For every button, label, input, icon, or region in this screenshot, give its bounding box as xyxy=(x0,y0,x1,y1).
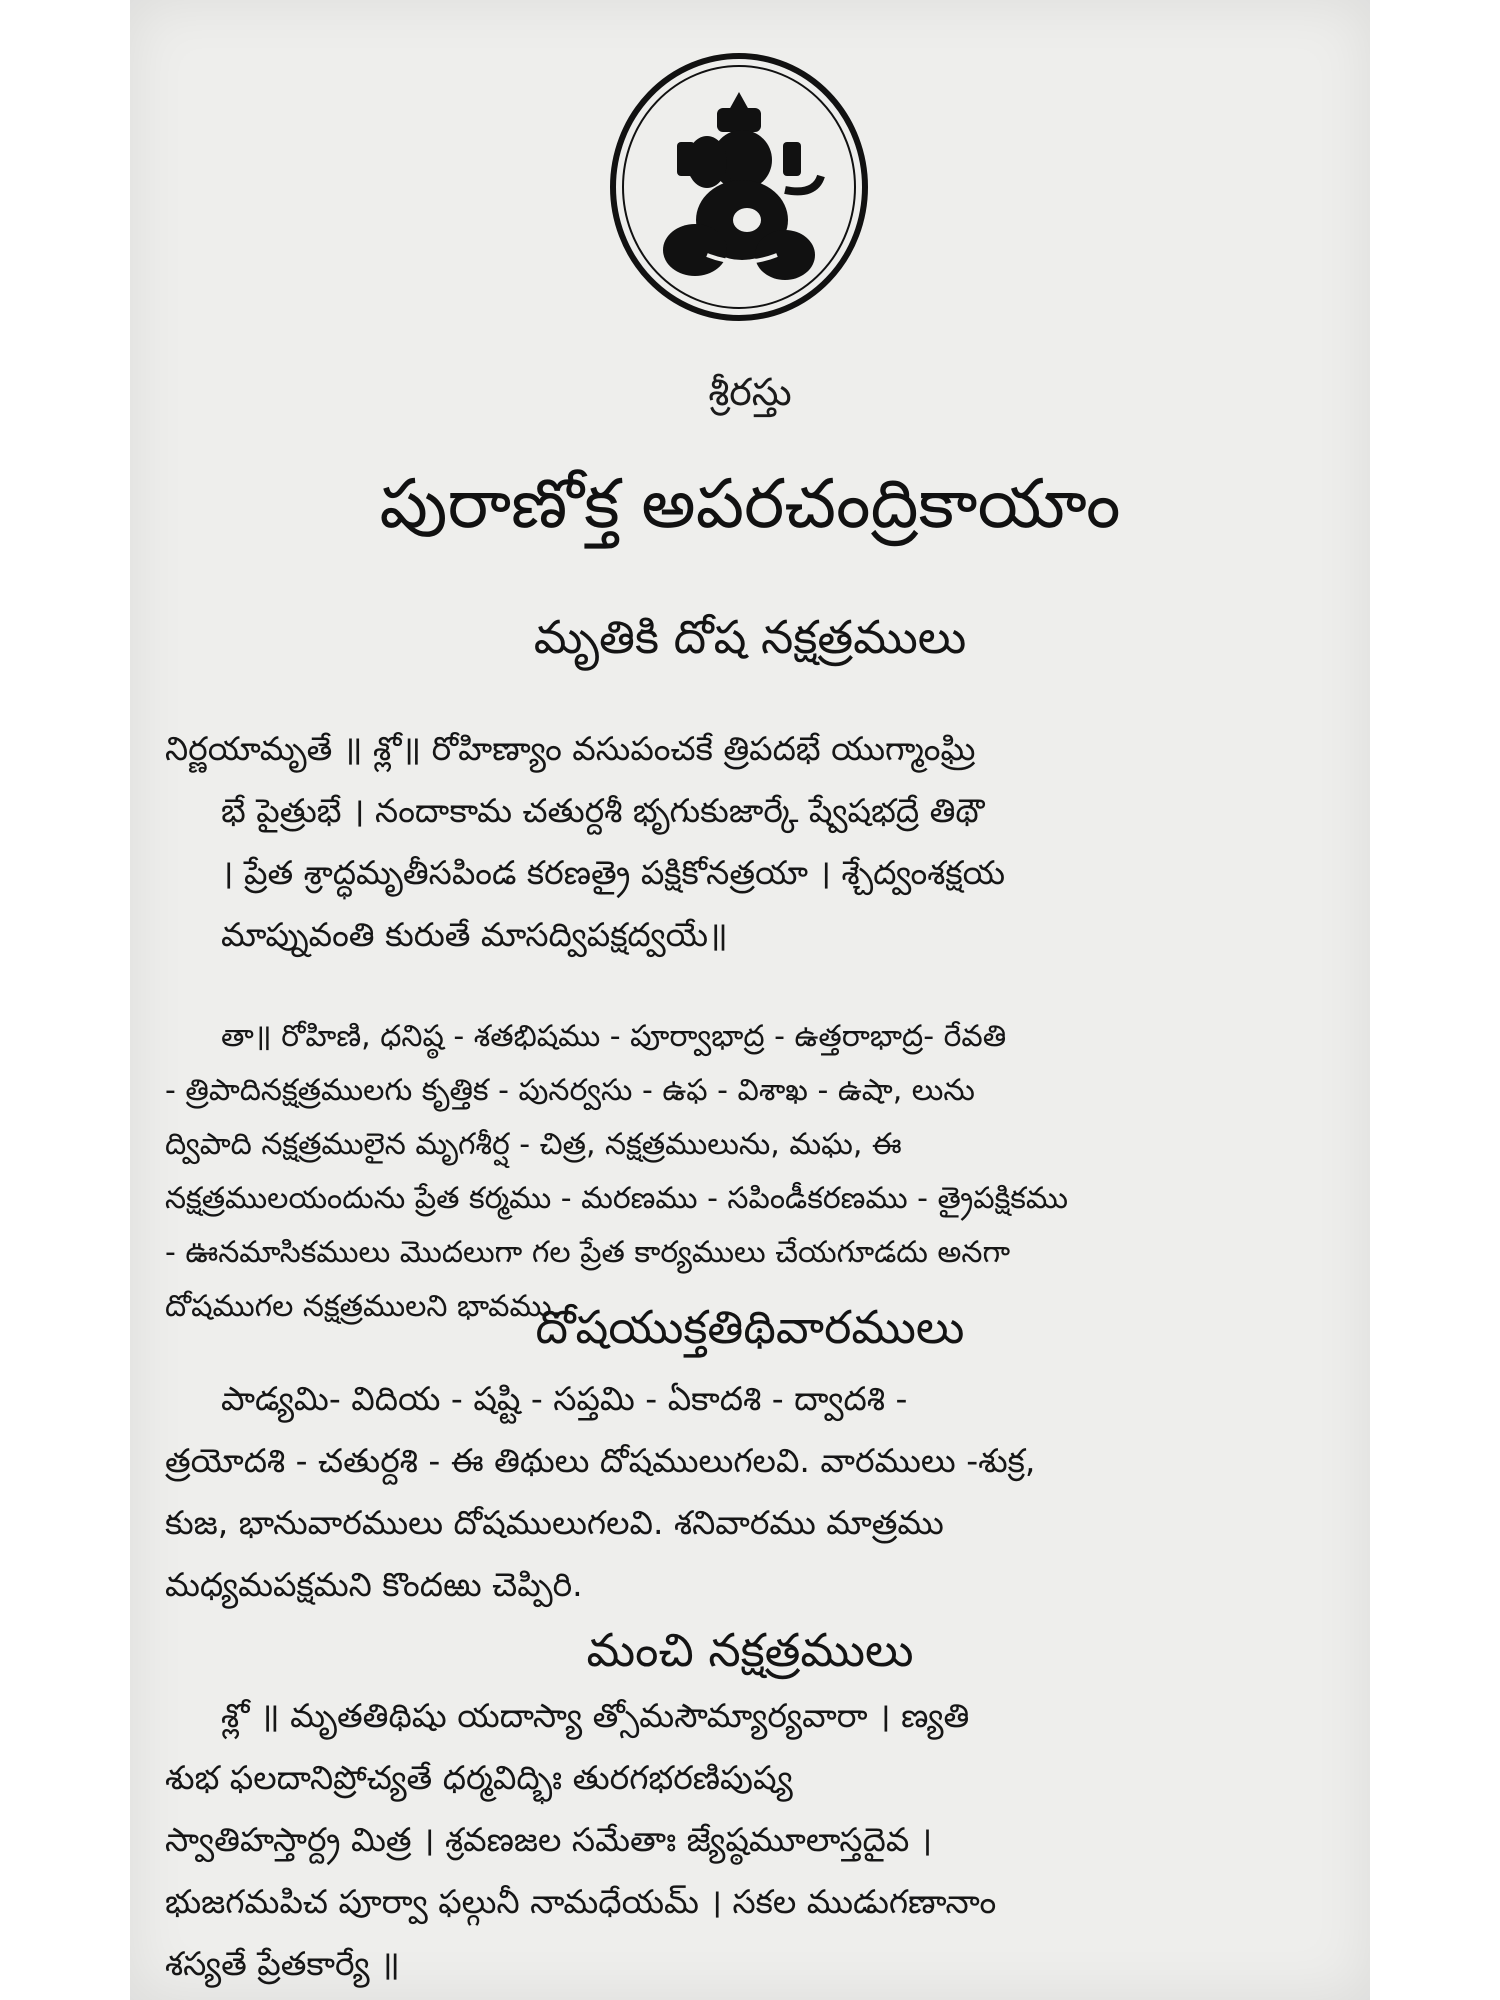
paragraph-line: మధ్యమపక్షమని కొందఱు చెప్పిరి. xyxy=(165,1565,583,1604)
sloka-line: భుజగమపిచ పూర్వా ఫల్గునీ నామధేయమ్ । సకల ముడుగణానాం xyxy=(165,1882,997,1921)
days-paragraph xyxy=(165,1368,1335,1616)
meaning-line: తా॥ రోహిణి, ధనిష్ఠ - శతభిషము - పూర్వాభాద్ర - ఉత్తరాభాద్ర- రేవతి xyxy=(221,1019,1007,1054)
sloka-line: భే పైత్రుభే । నందాకామ చతుర్దశీ భృగుకుజార్కే ష్వేషభద్రే తిథౌ xyxy=(221,791,985,830)
sloka-block xyxy=(165,718,1335,966)
ganesha-emblem-icon xyxy=(607,50,872,325)
meaning-line: దోషముగల నక్షత్రములని భావము. xyxy=(165,1289,562,1324)
sloka-line: । ప్రేత శ్రాద్ధమృతీసపిండ కరణత్రై పక్షికోనత్రయా । శ్చేద్వంశక్షయ xyxy=(221,853,1006,892)
sloka-line: శ్లో ॥ మృతతిథిషు యదాస్యా త్సోమసౌమ్యార్యవారా । ణ్యతి xyxy=(221,1696,970,1735)
sloka-line: శుభ ఫలదానిప్రోచ్యతే ధర్మవిద్భిః తురగభరణిపుష్య xyxy=(165,1758,793,1797)
section-heading-inauspicious-stars: మృతికి దోష నక్షత్రములు xyxy=(533,610,967,664)
blessing-text: శ్రీరస్తు xyxy=(708,370,792,414)
paragraph-line: త్రయోదశి - చతుర్దశి - ఈ తిథులు దోషములుగలవి. వారములు -శుక్ర, xyxy=(165,1441,1036,1480)
meaning-line: నక్షత్రములయందును ప్రేత కర్మము - మరణము - సపిండీకరణము - త్రైపక్షికము xyxy=(165,1181,1069,1216)
section-heading-inauspicious-days: దోషయుక్తతిథివారములు xyxy=(535,1300,965,1354)
auspicious-sloka xyxy=(165,1685,1335,1995)
paragraph-line: పాడ్యమి- విదియ - షష్టి - సప్తమి - ఏకాదశి - ద్వాదశి - xyxy=(221,1379,908,1418)
document-page xyxy=(130,0,1370,2000)
sloka-line: మాప్నువంతి కురుతే మాసద్విపక్షద్వయే॥ xyxy=(221,915,728,954)
page-title: పురాణోక్త అపరచంద్రికాయాం xyxy=(379,465,1121,544)
meaning-line: - ఊనమాసికములు మొదలుగా గల ప్రేత కార్యములు చేయగూడదు అనగా xyxy=(165,1235,1011,1270)
meaning-line: ద్విపాది నక్షత్రములైన మృగశీర్ష - చిత్ర, నక్షత్రములును, మఘ, ఈ xyxy=(165,1127,902,1162)
section-heading-auspicious-stars: మంచి నక్షత్రములు xyxy=(586,1623,914,1677)
meaning-line: - త్రిపాదినక్షత్రములగు కృత్తిక - పునర్వసు - ఉఫ - విశాఖ - ఉషా, లును xyxy=(165,1073,975,1108)
sloka-line: స్వాతిహస్తార్ద్ర మిత్ర । శ్రవణజల సమేతాః జ్యేష్ఠమూలాస్తదైవ । xyxy=(165,1820,933,1859)
paragraph-line: కుజ, భానువారములు దోషములుగలవి. శనివారము మాత్రము xyxy=(165,1503,944,1542)
sloka-line: నిర్ణయామృతే ॥ శ్లో॥ రోహిణ్యాం వసుపంచకే త్రిపదభే యుగ్మాంఘ్రి xyxy=(165,729,976,768)
sloka-line: శస్యతే ప్రేతకార్యే ॥ xyxy=(165,1944,400,1983)
meaning-paragraph xyxy=(165,1010,1335,1334)
